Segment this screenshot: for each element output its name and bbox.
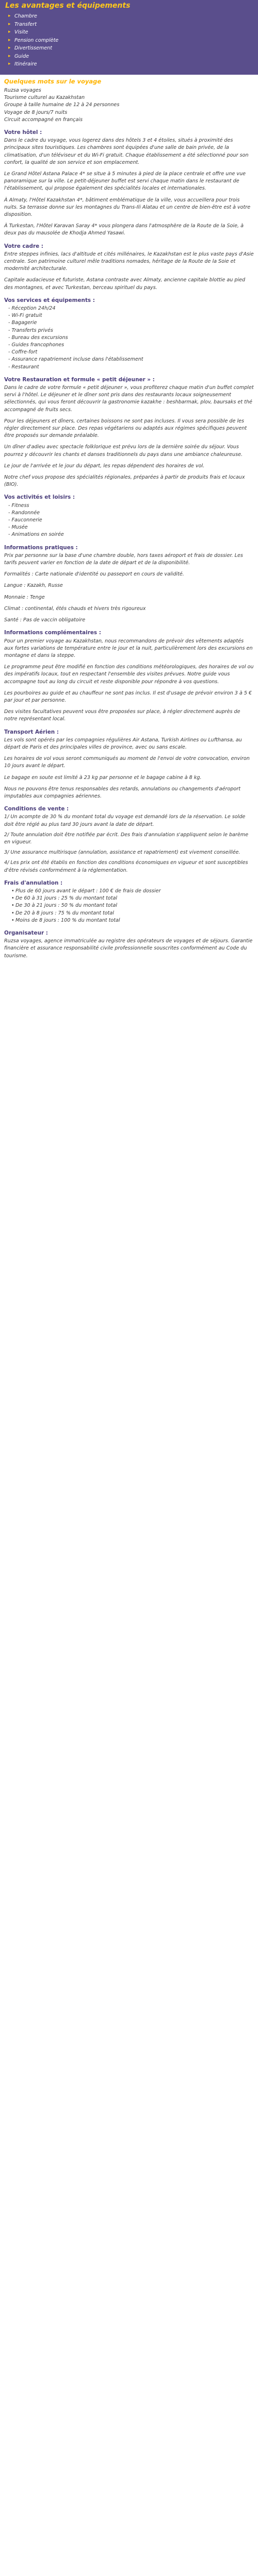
services-list — [4, 305, 254, 371]
restaurant-paragraph: Le jour de l'arrivée et le jour du départ, les repas dépendent des horaires de vol. — [4, 463, 205, 469]
complementary-paragraph: Les pourboires au guide et au chauffeur ne sont pas inclus. Il est d'usage de prévoir environ 3 à 5 € par jour et par personne. — [4, 690, 252, 703]
advantage-item: ▸ Guide — [14, 53, 253, 61]
hotel-paragraph: À Almaty, l'Hôtel Kazakhstan 4*, bâtiment emblématique de la ville, vous accueillera pour trois nuits. Sa terrasse donne sur les montagnes du Trans-Ili Alatau et un centre de bien-être est à votre disposition. — [4, 197, 251, 217]
service-item: - Transferts privés — [8, 327, 53, 333]
details-title: Quelques mots sur le voyage — [4, 77, 102, 85]
hotel-paragraph: Dans le cadre du voyage, vous logerez dans des hôtels 3 et 4 étoiles, situés à proximité des principaux sites touristiques. Les chambres sont équipées d'une salle de bain privée, de la climatisation, d'un téléviseur et du Wi-Fi gratuit. Chaque établissement a été sélectionné pour son confort, la qualité de son service et son emplacement. — [4, 138, 249, 165]
advantage-item: ▸ Pension complète — [14, 37, 253, 45]
service-item: - Réception 24h/24 — [8, 305, 56, 311]
cancellation-item: • Plus de 60 jours avant le départ : 100 € de frais de dossier — [11, 888, 254, 895]
organizer-paragraph: Ruzsa voyages, agence immatriculée au registre des opérateurs de voyages et de séjours. Garantie financière et assurance responsabilité civile professionnelle souscrites conformément au Code du tourisme. — [4, 938, 253, 959]
service-item: - Restaurant — [8, 364, 39, 370]
service-item: - Wi-Fi gratuit — [8, 313, 42, 319]
advantages-list — [5, 12, 253, 69]
cancellation-item: • De 20 à 8 jours : 75 % du montant total — [11, 910, 254, 917]
advantage-item: ▸ Itinéraire — [14, 60, 253, 69]
advantage-item: ▸ Transfert — [14, 21, 253, 29]
condition-step: 3/ Une assurance multirisque (annulation, assistance et rapatriement) est vivement conseillée. — [4, 850, 240, 856]
complementary-paragraph: Pour un premier voyage au Kazakhstan, nous recommandons de prévoir des vêtements adaptés aux fortes variations de température entre le jour et la nuit, particulièrement lors des excursions en montagne et dans la steppe. — [4, 638, 253, 658]
activity-item: - Fauconnerie — [8, 517, 42, 523]
advantage-item: ▸ Visite — [14, 28, 253, 37]
environment-paragraph: Entre steppes infinies, lacs d'altitude et cités millénaires, le Kazakhstan est le plus vaste pays d'Asie centrale. Son patrimoine culturel mêle traditions nomades, héritage de la Route de la Soie et modernité architecturale. — [4, 251, 254, 272]
complementary-title: Informations complémentaires : — [4, 630, 101, 636]
activity-item: - Animations en soirée — [8, 532, 64, 538]
restaurant-paragraph: Pour les déjeuners et dîners, certaines boissons ne sont pas incluses. Il vous sera possible de les régler directement sur place. Des repas végétariens ou adaptés aux régimes spécifiques peuvent être proposés sur demande préalable. — [4, 418, 247, 439]
restaurant-paragraph: Notre chef vous propose des spécialités régionales, préparées à partir de produits frais et locaux (BIO). — [4, 474, 245, 488]
activities-list — [4, 502, 254, 539]
activities-title: Vos activités et loisirs : — [4, 494, 75, 501]
restaurant-title: Votre Restauration et formule « petit déjeuner » : — [4, 376, 155, 383]
transport-paragraph: Les vols sont opérés par les compagnies régulières Air Astana, Turkish Airlines ou Lufthansa, au départ de Paris et des principales villes de province, avec ou sans escale. — [4, 737, 242, 750]
service-item: - Guides francophones — [8, 342, 64, 348]
transport-paragraph: Les horaires de vol vous seront communiqués au moment de l'envoi de votre convocation, environ 10 jours avant le départ. — [4, 756, 250, 769]
service-item: - Bureau des excursions — [8, 334, 68, 341]
advantages-title: Les avantages et équipements — [5, 2, 131, 10]
advantage-item: ▸ Divertissement — [14, 44, 253, 53]
organizer-title: Organisateur : — [4, 930, 48, 936]
environment-paragraph: Capitale audacieuse et futuriste, Astana contraste avec Almaty, ancienne capitale blottie au pied des montagnes, et avec Turkestan, berceau spirituel du pays. — [4, 277, 246, 291]
hotel-paragraph: À Turkestan, l'Hôtel Karavan Saray 4* vous plongera dans l'atmosphère de la Route de la Soie, à deux pas du mausolée de Khodja Ahmed Yasawi. — [4, 223, 244, 236]
conditions-list — [4, 814, 254, 874]
practical-paragraph: Langue : Kazakh, Russe — [4, 583, 63, 589]
transport-title: Transport Aérien : — [4, 728, 59, 735]
environment-title: Votre cadre : — [4, 243, 43, 249]
page — [0, 0, 258, 979]
service-item: - Assurance rapatriement incluse dans l'établissement — [8, 357, 143, 363]
condition-step: 1/ Un acompte de 30 % du montant total du voyage est demandé lors de la réservation. Le solde doit être réglé au plus tard 30 jours avant la date de départ. — [4, 814, 246, 827]
transport-paragraph: Nous ne pouvons être tenus responsables des retards, annulations ou changements d'aéroport imputables aux compagnies aériennes. — [4, 786, 241, 799]
service-item: - Bagagerie — [8, 320, 37, 326]
hotel-title: Votre hôtel : — [4, 129, 42, 135]
details-intro: Ruzsa voyages Tourisme culturel au Kazakhstan Groupe à taille humaine de 12 à 24 personnes Voyage de 8 jours/7 nuits Circuit accompagné en français — [4, 87, 120, 123]
hotel-paragraph: Le Grand Hôtel Astana Palace 4* se situe à 5 minutes à pied de la place centrale et offre une vue panoramique sur la ville. Le petit-déjeuner buffet est servi chaque matin dans le restaurant de l'établissement, qui propose également des spécialités locales et internationales. — [4, 171, 246, 192]
service-item: - Coffre-fort — [8, 349, 38, 355]
complementary-paragraph: Des visites facultatives peuvent vous être proposées sur place, à régler directement auprès de notre représentant local. — [4, 709, 240, 722]
cancellation-list — [4, 888, 254, 924]
content — [0, 78, 258, 979]
practical-paragraph: Prix par personne sur la base d'une chambre double, hors taxes aéroport et frais de dossier. Les tarifs peuvent varier en fonction de la date de départ et de la disponibilité. — [4, 552, 243, 566]
advantages-box — [0, 0, 258, 75]
services-title: Vos services et équipements : — [4, 297, 95, 303]
practical-paragraph: Santé : Pas de vaccin obligatoire — [4, 617, 86, 623]
conditions-title: Conditions de vente : — [4, 806, 69, 812]
condition-step: 4/ Les prix ont été établis en fonction des conditions économiques en vigueur et sont susceptibles d'être révisés conformément à la réglementation. — [4, 860, 248, 873]
transport-paragraph: Le bagage en soute est limité à 23 kg par personne et le bagage cabine à 8 kg. — [4, 774, 202, 781]
cancellation-item: • De 30 à 21 jours : 50 % du montant total — [11, 902, 254, 909]
practical-paragraph: Formalités : Carte nationale d'identité ou passeport en cours de validité. — [4, 571, 184, 578]
practical-paragraph: Climat : continental, étés chauds et hivers très rigoureux — [4, 605, 146, 612]
condition-step: 2/ Toute annulation doit être notifiée par écrit. Des frais d'annulation s'appliquent selon le barème en vigueur. — [4, 832, 249, 845]
advantage-item: ▸ Chambre — [14, 12, 253, 21]
activity-item: - Randonnée — [8, 510, 40, 516]
cancellation-title: Frais d'annulation : — [4, 879, 63, 886]
activity-item: - Musée — [8, 524, 28, 531]
restaurant-paragraph: Dans le cadre de votre formule « petit déjeuner », vous profiterez chaque matin d'un buffet complet servi à l'hôtel. Le déjeuner et le dîner sont pris dans des restaurants locaux soigneusement sélectionnés, qui vous feront découvrir la gastronomie kazakhe : beshbarmak, plov, baursaks et thé accompagné de fruits secs. — [4, 385, 254, 413]
cancellation-item: • Moins de 8 jours : 100 % du montant total — [11, 917, 254, 924]
restaurant-paragraph: Un dîner d'adieu avec spectacle folklorique est prévu lors de la dernière soirée du séjour. Vous pourrez y découvrir les chants et danses traditionnels du pays dans une ambiance chaleureuse. — [4, 444, 243, 457]
practical-paragraph: Monnaie : Tenge — [4, 594, 45, 600]
complementary-paragraph: Le programme peut être modifié en fonction des conditions météorologiques, des horaires de vol ou des impératifs locaux, tout en respectant l'ensemble des visites prévues. Notre guide vous accompagne tout au long du circuit et reste disponible pour répondre à vos questions. — [4, 664, 254, 685]
cancellation-item: • De 60 à 31 jours : 25 % du montant total — [11, 895, 254, 902]
bottom-spacer — [4, 964, 254, 979]
practical-title: Informations pratiques : — [4, 544, 78, 551]
activity-item: - Fitness — [8, 502, 29, 509]
